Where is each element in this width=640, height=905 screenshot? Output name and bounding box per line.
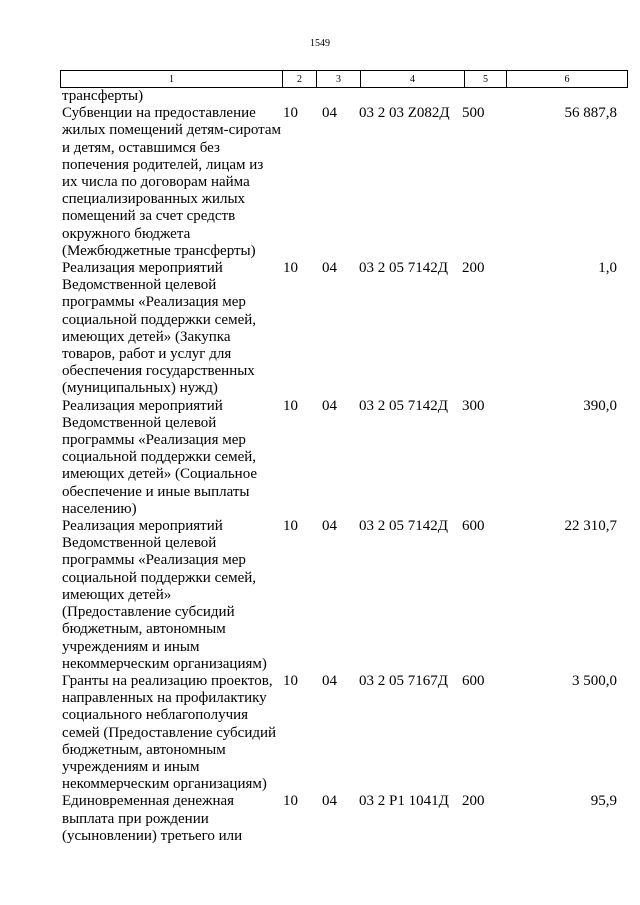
- subsection-code: 04: [322, 518, 337, 535]
- column-header-4: 4: [361, 71, 465, 88]
- amount: 56 887,8: [564, 105, 617, 122]
- subsection-code: 04: [322, 260, 337, 277]
- row-description-line: Реализация мероприятий: [62, 518, 223, 535]
- row-description-line: помещений за счет средств: [62, 208, 236, 225]
- page-number: 1549: [310, 38, 330, 49]
- target-article-code: 03 2 05 7142Д: [359, 260, 448, 277]
- table-row: [62, 518, 622, 673]
- column-header-2: 2: [283, 71, 317, 88]
- expense-type-code: 600: [462, 672, 485, 689]
- row-description-line: Ведомственной целевой: [62, 414, 217, 431]
- row-description-line: программы «Реализация мер: [62, 552, 246, 569]
- expense-type-code: 600: [462, 518, 485, 535]
- section-code: 10: [283, 105, 298, 122]
- row-description-line: направленных на профилактику: [62, 690, 267, 707]
- target-article-code: 03 2 05 7167Д: [359, 672, 448, 689]
- row-description-line: социального неблагополучия: [62, 707, 249, 724]
- row-description-line: Ведомственной целевой: [62, 277, 217, 294]
- row-description-line: (Предоставление субсидий: [62, 604, 235, 621]
- table-row: [62, 398, 622, 518]
- row-description: [62, 260, 284, 398]
- row-description: [62, 105, 284, 260]
- section-code: 10: [283, 672, 298, 689]
- row-description-line: имеющих детей»: [62, 586, 172, 603]
- row-description-line: населению): [62, 500, 137, 517]
- row-description-line: жилых помещений детям-сиротам: [62, 122, 282, 139]
- row-description-line: попечения родителей, лицам из: [62, 156, 264, 173]
- row-description: [62, 673, 284, 793]
- row-description-line: социальной поддержки семей,: [62, 311, 257, 328]
- row-description-line: Реализация мероприятий: [62, 260, 223, 277]
- column-header-6: 6: [507, 71, 628, 88]
- row-description-line: выплата при рождении: [62, 810, 209, 827]
- subsection-code: 04: [322, 105, 337, 122]
- row-description-line: и детям, оставшимся без: [62, 139, 220, 156]
- target-article-code: 03 2 P1 1041Д: [359, 793, 449, 810]
- row-description-line: товаров, работ и услуг для: [62, 346, 232, 363]
- expense-type-code: 200: [462, 793, 485, 810]
- target-article-code: 03 2 05 7142Д: [359, 397, 448, 414]
- target-article-code: 03 2 03 Z082Д: [359, 105, 450, 122]
- row-description-line: учреждениям и иным: [62, 758, 200, 775]
- target-article-code: 03 2 05 7142Д: [359, 518, 448, 535]
- table-row: [62, 105, 622, 260]
- row-description-line: бюджетным, автономным: [62, 741, 226, 758]
- section-code: 10: [283, 518, 298, 535]
- amount: 95,9: [590, 793, 617, 810]
- continuation-row: [62, 88, 622, 105]
- row-description-line: социальной поддержки семей,: [62, 569, 257, 586]
- row-description-line: (муниципальных) нужд): [62, 380, 218, 397]
- row-description-line: бюджетным, автономным: [62, 621, 226, 638]
- row-description-line: социальной поддержки семей,: [62, 449, 257, 466]
- row-description-line: специализированных жилых: [62, 191, 246, 208]
- row-description-line: некоммерческим организациям): [62, 655, 267, 672]
- row-description-line: Субвенции на предоставление: [62, 105, 256, 122]
- row-description-line: Ведомственной целевой: [62, 535, 217, 552]
- row-description-line: (Межбюджетные трансферты): [62, 242, 256, 259]
- row-description-line: некоммерческим организациям): [62, 776, 267, 793]
- amount: 3 500,0: [572, 672, 617, 689]
- row-description-line: учреждениям и иным: [62, 638, 200, 655]
- expense-type-code: 200: [462, 260, 485, 277]
- row-description-line: программы «Реализация мер: [62, 432, 246, 449]
- amount: 1,0: [598, 260, 617, 277]
- row-description-line: Единовременная денежная: [62, 793, 235, 810]
- row-description: [62, 518, 284, 673]
- table-row: [62, 793, 622, 845]
- amount: 22 310,7: [564, 518, 617, 535]
- section-code: 10: [283, 793, 298, 810]
- expense-type-code: 300: [462, 397, 485, 414]
- row-description-line: обеспечение и иные выплаты: [62, 483, 250, 500]
- column-header-5: 5: [465, 71, 507, 88]
- row-description-line: их числа по договорам найма: [62, 174, 250, 191]
- section-code: 10: [283, 397, 298, 414]
- subsection-code: 04: [322, 672, 337, 689]
- row-description-line: трансферты): [62, 88, 144, 104]
- table-row: [62, 673, 622, 793]
- column-header-1: 1: [61, 71, 283, 88]
- row-description-line: Гранты на реализацию проектов,: [62, 672, 273, 689]
- row-description: [62, 793, 284, 845]
- row-description-line: обеспечения государственных: [62, 363, 255, 380]
- table-body: [62, 88, 622, 845]
- subsection-code: 04: [322, 793, 337, 810]
- row-description: [62, 398, 284, 518]
- row-description-line: Реализация мероприятий: [62, 397, 223, 414]
- row-description-line: имеющих детей» (Социальное: [62, 466, 258, 483]
- expense-type-code: 500: [462, 105, 485, 122]
- row-description-line: окружного бюджета: [62, 225, 191, 242]
- section-code: 10: [283, 260, 298, 277]
- column-header-table: [60, 70, 628, 88]
- row-description-line: семей (Предоставление субсидий: [62, 724, 277, 741]
- column-header-3: 3: [317, 71, 361, 88]
- table-row: [62, 260, 622, 398]
- subsection-code: 04: [322, 397, 337, 414]
- row-description-line: (усыновлении) третьего или: [62, 827, 243, 844]
- row-description-line: имеющих детей» (Закупка: [62, 328, 231, 345]
- row-description-line: программы «Реализация мер: [62, 294, 246, 311]
- amount: 390,0: [583, 397, 617, 414]
